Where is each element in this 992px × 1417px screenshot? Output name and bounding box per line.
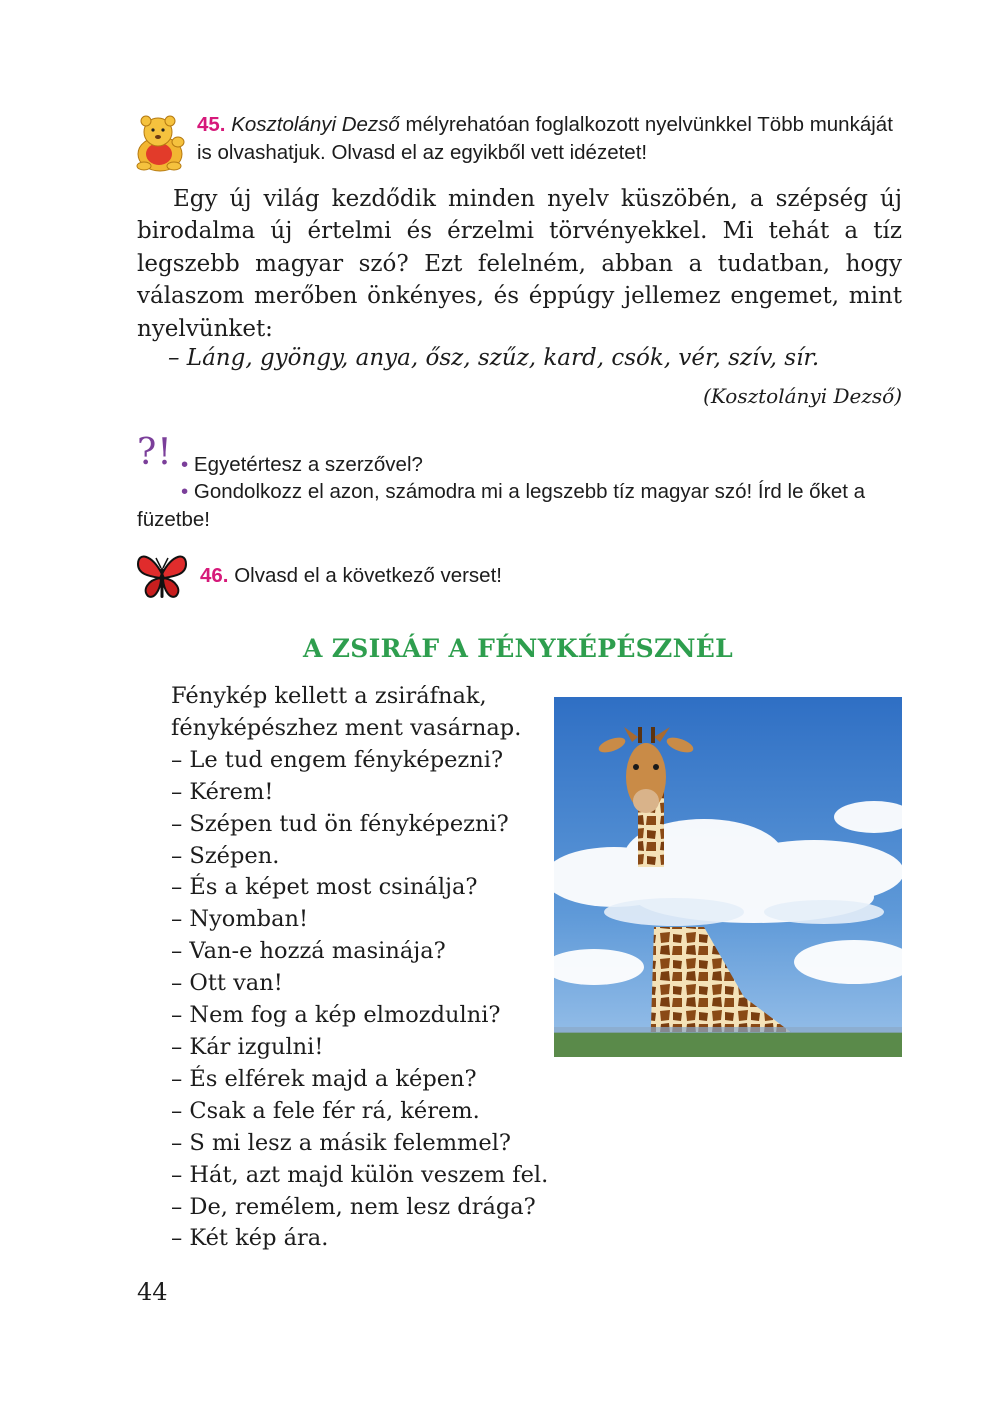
task-number: 46.: [200, 564, 229, 587]
poem-line: – Hát, azt majd külön veszem fel.: [171, 1161, 549, 1188]
butterfly-icon: [134, 548, 190, 604]
question-item: [181, 451, 423, 479]
poem-line: – Nyomban!: [171, 906, 309, 933]
poem-line: – Szépen.: [171, 842, 280, 869]
poem-line: – Van-e hozzá masinája?: [171, 938, 446, 965]
poem-line: – S mi lesz a másik felemmel?: [171, 1129, 511, 1156]
quote-words-line: – Láng, gyöngy, anya, ősz, szűz, kard, csók, vér, szív, sír.: [168, 345, 820, 371]
question-text: Gondolkozz el azon, számodra mi a legszebb tíz magyar szó! Írd le őket a füzetbe!: [137, 480, 866, 531]
poem-line: – Csak a fele fér rá, kérem.: [171, 1097, 480, 1124]
poem-line: – Kérem!: [171, 778, 274, 805]
question-item: [137, 478, 903, 534]
poem-body: [171, 681, 571, 1255]
quote-text: Egy új világ kezdődik minden nyelv küszöbén, a szépség új birodalma új értelmi és érzelmi törvényekkel. Mi tehát a tíz legszebb magyar szó? Ezt felelném, abban a tudatban, hogy válaszom merőben önkényes, és éppúgy jellemez engemet, mint nyelvünket:: [137, 186, 902, 342]
task-45: [197, 111, 905, 167]
bullet-icon: •: [181, 453, 189, 476]
author-name: Kosztolányi Dezső: [231, 113, 400, 136]
poem-line: Fénykép kellett a zsiráfnak,: [171, 683, 487, 709]
poem-line: fényképészhez ment vasárnap.: [171, 714, 522, 741]
question-text: Egyetértesz a szerzővel?: [193, 453, 423, 476]
poem-title: A ZSIRÁF A FÉNYKÉPÉSZNÉL: [303, 634, 733, 663]
quote-attribution: (Kosztolányi Dezső): [703, 384, 902, 408]
poem-line: – Le tud engem fényképezni?: [171, 746, 504, 773]
page-number: 44: [137, 1278, 168, 1306]
quote-paragraph: [137, 183, 902, 345]
giraffe-photo: [554, 697, 902, 1057]
question-symbol: ?!: [137, 432, 173, 473]
task-46: [200, 562, 502, 590]
poem-line: – És a képet most csinálja?: [171, 874, 478, 901]
task-instruction: Olvasd el a következő verset!: [234, 564, 502, 587]
poem-line: – De, remélem, nem lesz drága?: [171, 1193, 536, 1220]
bullet-icon: •: [181, 480, 189, 503]
poem-line: – Szépen tud ön fényképezni?: [171, 810, 509, 837]
poem-line: – Kár izgulni!: [171, 1033, 324, 1060]
poem-line: – Ott van!: [171, 970, 283, 997]
poem-line: – Két kép ára.: [171, 1225, 329, 1252]
poem-line: – Nem fog a kép elmozdulni?: [171, 1002, 501, 1029]
poem-line: – És elférek majd a képen?: [171, 1065, 477, 1092]
task-instruction: mélyrehatóan foglalkozott nyelvünkkel Több munkáját is olvashatjuk. Olvasd el az egyikből vett idézetet!: [197, 113, 893, 164]
bear-icon: [132, 112, 188, 172]
task-number: 45.: [197, 113, 226, 136]
